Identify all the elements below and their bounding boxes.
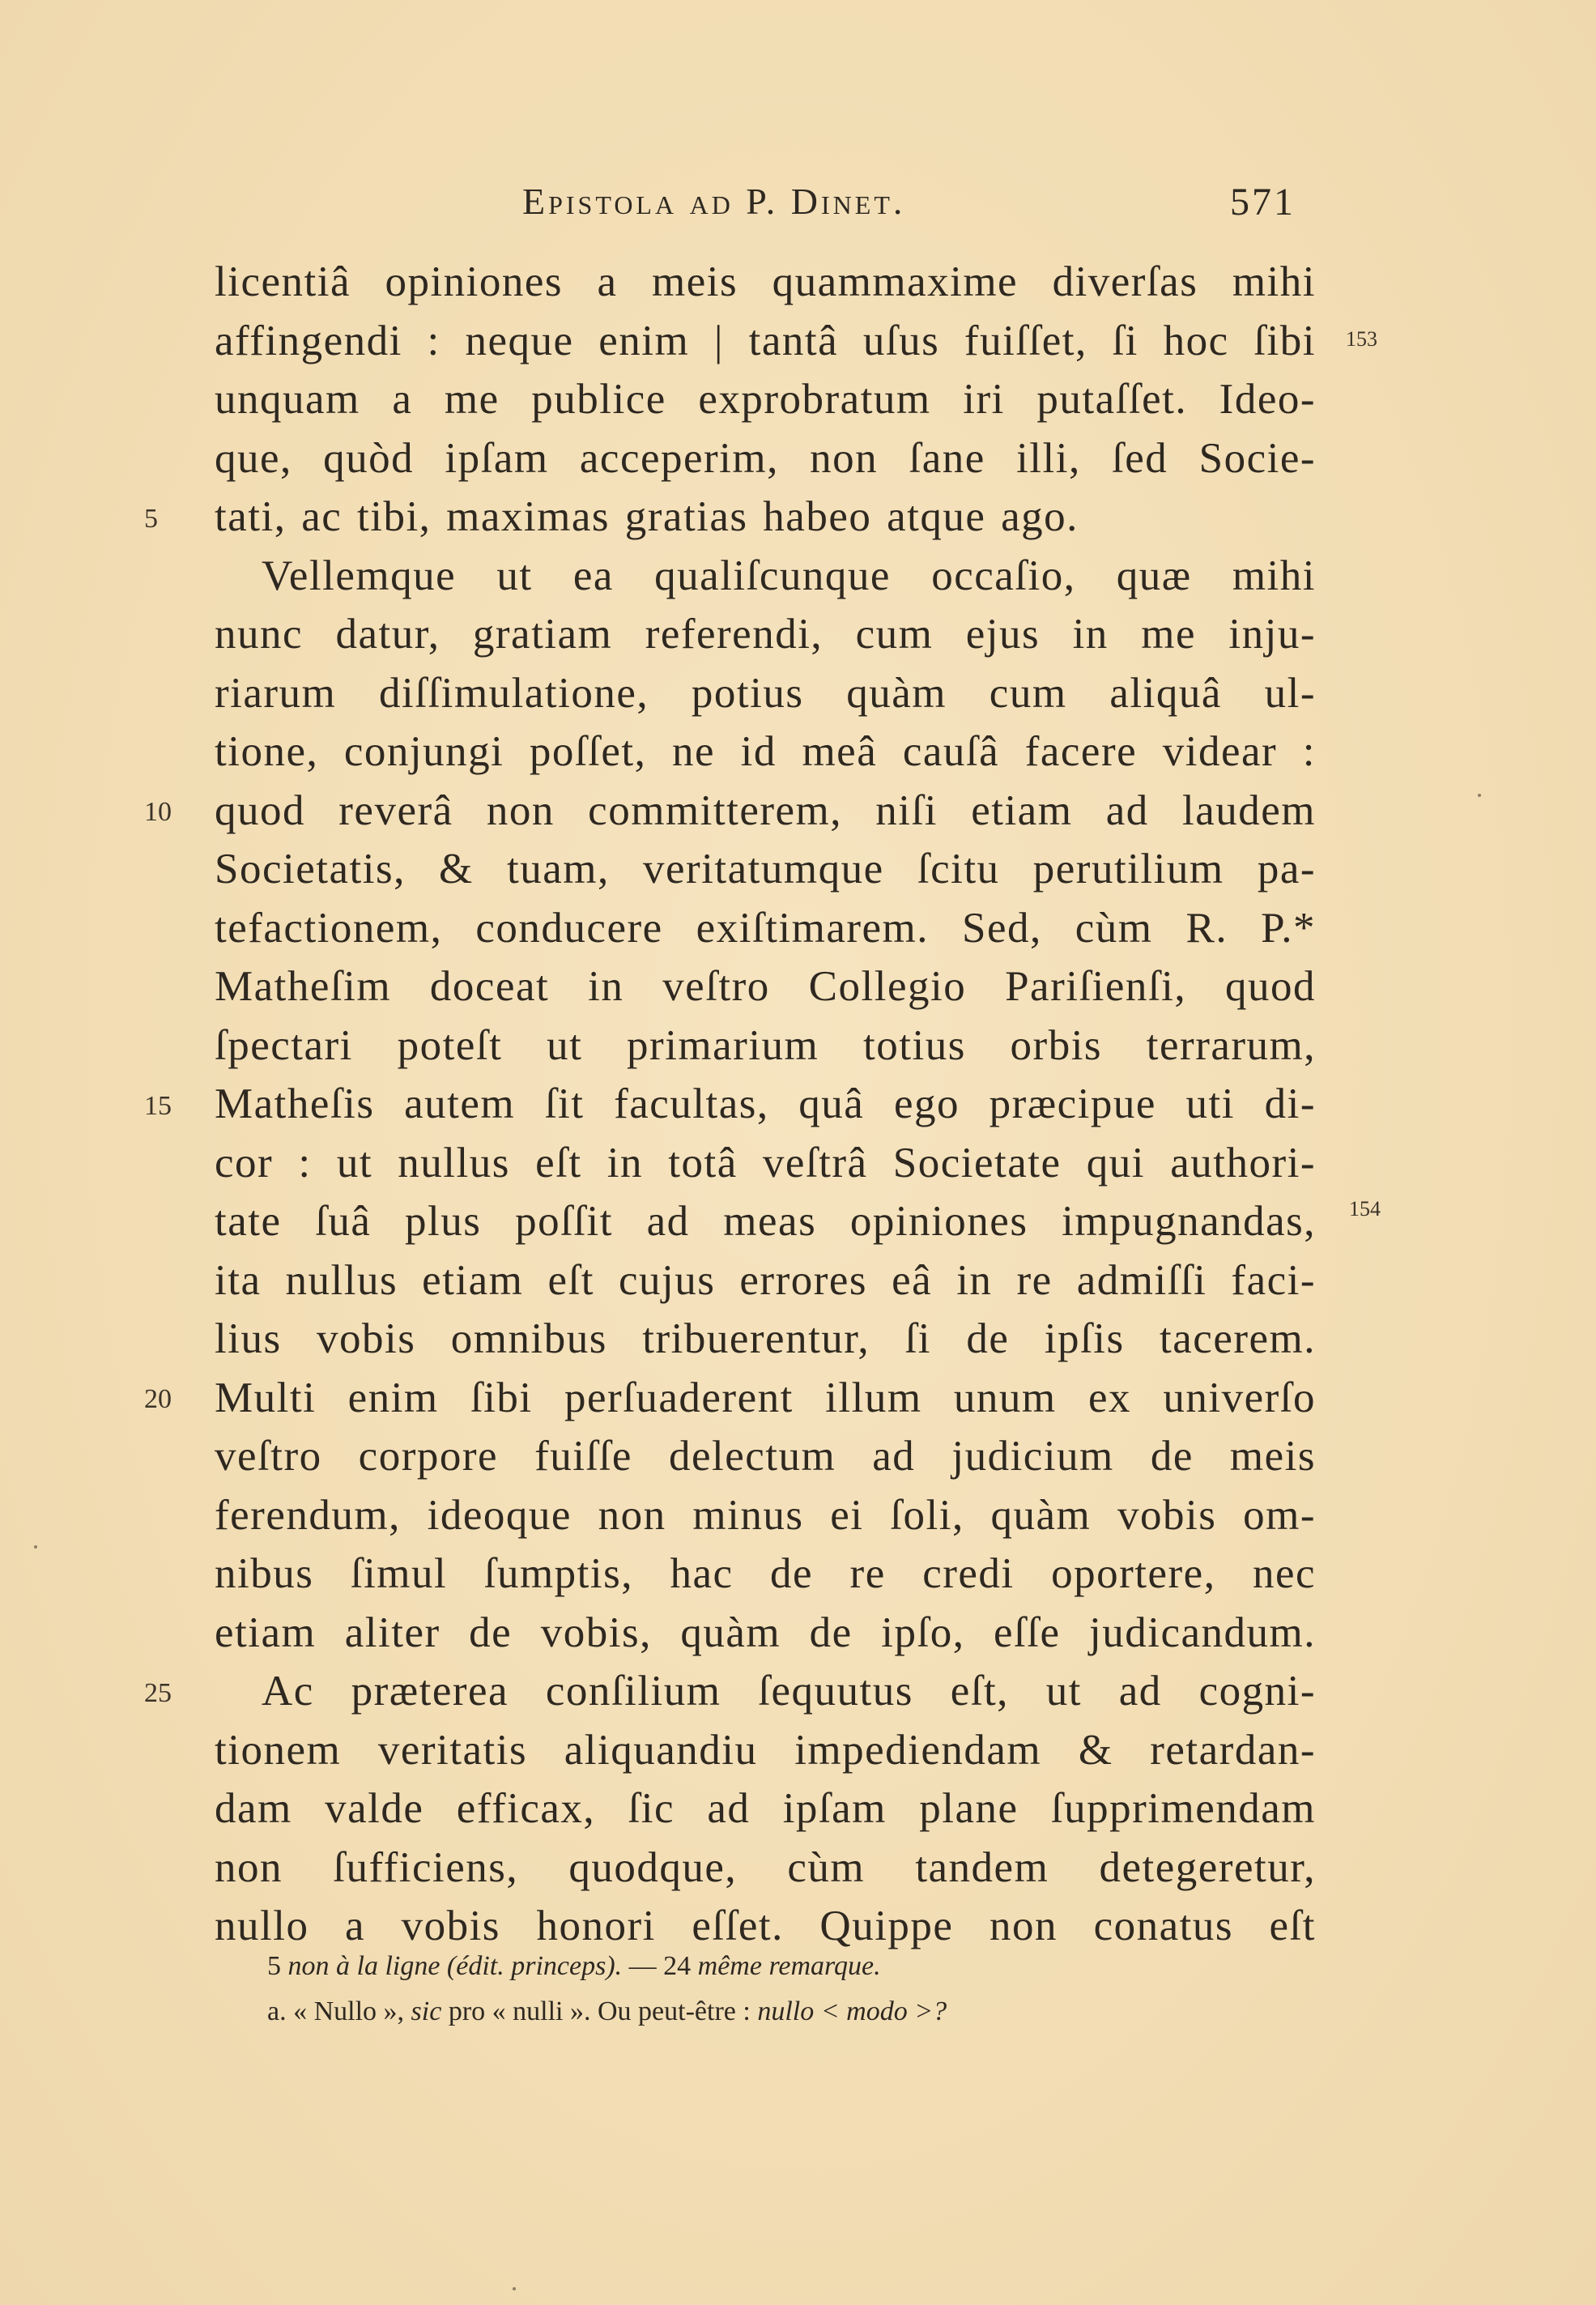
text-line: ſpectari poteſt ut primarium totius orbis terrarum, [215,1021,1316,1069]
footnotes [267,1944,1320,2034]
text-line: unquam a me publice exprobratum iri putaſſet. Ideo- [215,376,1316,423]
text-line: Societatis, & tuam, veritatumque ſcitu perutilium pa- [215,846,1316,893]
text-line: veſtro corpore fuiſſe delectum ad judicium de meis [215,1433,1316,1480]
text-line: Matheſis autem ſit facultas, quâ ego præcipue uti di- [215,1080,1316,1127]
text-line: tione, conjungi poſſet, ne id meâ cauſâ facere videar : [215,728,1316,775]
text-line: tati, ac tibi, maximas gratias habeo atque ago. [215,493,1079,540]
page-number: 571 [1230,181,1296,224]
footnote-separator: — [628,1951,657,1981]
text-line: ita nullus etiam eſt cujus errores eâ in re admiſſi faci- [215,1256,1316,1304]
footnote-lead: 5 [267,1951,281,1981]
running-head [219,180,1304,236]
line-number: 20 [144,1384,172,1414]
body-text [215,253,1316,1956]
line-number: 25 [144,1678,172,1708]
footnote-line [267,1944,1320,1989]
line-number: 15 [144,1091,172,1121]
text-line: nunc datur, gratiam referendi, cum ejus in me inju- [215,611,1316,658]
text-line: licentiâ opiniones a meis quammaxime diverſas mihi [215,258,1316,305]
footnote-text: a. « Nullo », [267,1996,411,2026]
text-line: riarum diſſimulatione, potius quàm cum aliquâ ul- [215,669,1316,717]
text-line: dam valde efficax, ſic ad ipſam plane ſupprimendam [215,1785,1316,1832]
text-line: ferendum, ideoque non minus ei ſoli, quàm vobis om- [215,1491,1316,1539]
margin-note: 154 [1349,1197,1381,1221]
footnote-text: même remarque. [697,1951,881,1981]
footnote-line [267,1989,1320,2034]
paper-speck [513,2287,516,2290]
text-line: etiam aliter de vobis, quàm de ipſo, eſſe judicandum. [215,1608,1316,1656]
text-line: Vellemque ut ea qualiſcunque occaſio, quæ mihi [262,552,1316,599]
text-line: non ſufficiens, quodque, cùm tandem detegeretur, [215,1843,1316,1891]
text-line: nibus ſimul ſumptis, hac de re credi oportere, nec [215,1550,1316,1597]
line-number: 5 [144,504,158,534]
text-line: Matheſim doceat in veſtro Collegio Pariſienſi, quod [215,963,1316,1010]
text-line: nullo a vobis honori eſſet. Quippe non conatus eſt [215,1902,1316,1949]
text-line: tate ſuâ plus poſſit ad meas opiniones impugnandas, [215,1198,1316,1245]
paper-speck [1478,794,1481,797]
text-line: cor : ut nullus eſt in totâ veſtrâ Societate qui authori- [215,1139,1316,1187]
margin-note: 153 [1346,327,1377,351]
text-line: Multi enim ſibi perſuaderent illum unum ex univerſo [215,1374,1316,1421]
paper-speck [34,1545,37,1549]
text-line: affingendi : neque enim | tantâ uſus fuiſſet, ſi hoc ſibi [215,317,1316,364]
footnote-text: nullo < modo >? [757,1996,947,2026]
text-line: Ac præterea conſilium ſequutus eſt, ut ad cogni- [262,1668,1316,1715]
running-title: Epistola ad P. Dinet. [522,181,906,222]
footnote-text: pro « nulli ». Ou peut-être : [441,1996,758,2026]
text-line: tefactionem, conducere exiſtimarem. Sed, cùm R. P.* [215,904,1316,952]
footnote-text: sic [411,1996,442,2026]
text-line: que, quòd ipſam acceperim, non ſane illi, ſed Socie- [215,434,1316,482]
footnote-text: non à la ligne (édit. princeps). [287,1951,623,1981]
text-line: quod reverâ non committerem, niſi etiam ad laudem [215,786,1316,834]
footnote-lead: 24 [663,1951,692,1981]
line-number: 10 [144,797,172,827]
text-line: lius vobis omnibus tribuerentur, ſi de ipſis tacerem. [215,1315,1316,1362]
text-line: tionem veritatis aliquandiu impediendam & retardan- [215,1726,1316,1774]
